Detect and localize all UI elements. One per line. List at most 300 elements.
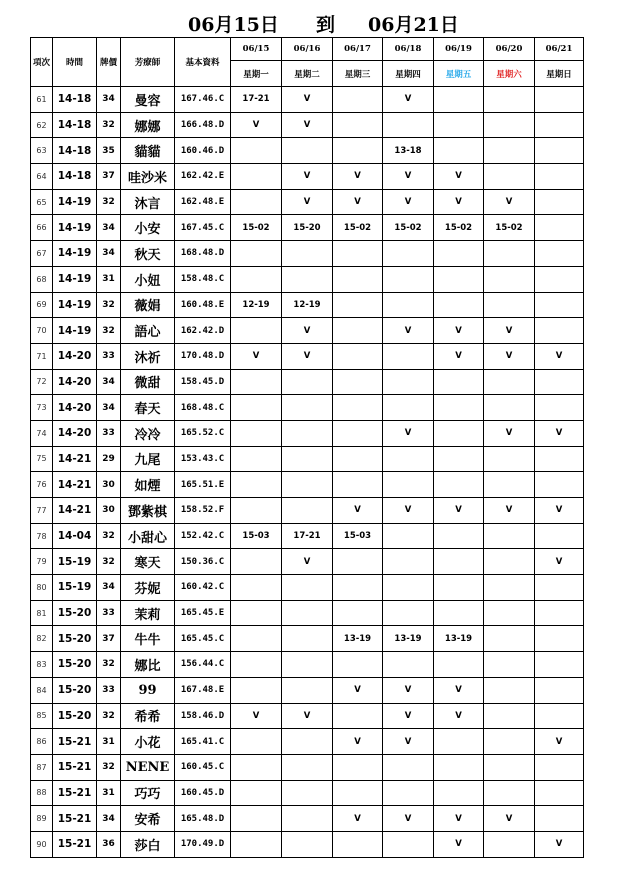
schedule-cell [282, 780, 333, 806]
schedule-cell: V [231, 703, 282, 729]
schedule-cell: V [434, 831, 484, 857]
schedule-cell [231, 677, 282, 703]
row-basic-info: 162.42.E [175, 164, 231, 190]
table-row [31, 292, 584, 318]
schedule-cell [535, 472, 584, 498]
schedule-cell [484, 395, 535, 421]
row-time: 14-20 [53, 420, 97, 446]
schedule-cell [383, 343, 434, 369]
schedule-cell: V [333, 677, 383, 703]
row-time: 14-19 [53, 241, 97, 267]
row-price: 37 [97, 626, 121, 652]
row-time: 15-20 [53, 703, 97, 729]
row-price: 32 [97, 652, 121, 678]
schedule-cell: V [383, 498, 434, 524]
schedule-cell [535, 241, 584, 267]
schedule-cell [484, 241, 535, 267]
row-number: 68 [31, 266, 53, 292]
schedule-cell [535, 806, 584, 832]
schedule-cell [434, 395, 484, 421]
row-therapist-name: 微甜 [121, 369, 175, 395]
row-price: 34 [97, 369, 121, 395]
schedule-cell [282, 498, 333, 524]
schedule-cell [484, 626, 535, 652]
row-time: 15-21 [53, 806, 97, 832]
schedule-cell [383, 472, 434, 498]
row-price: 32 [97, 112, 121, 138]
schedule-cell [434, 780, 484, 806]
schedule-cell [434, 575, 484, 601]
table-row [31, 703, 584, 729]
row-time: 14-20 [53, 343, 97, 369]
schedule-cell: V [383, 703, 434, 729]
row-time: 15-21 [53, 754, 97, 780]
row-time: 15-20 [53, 652, 97, 678]
table-row [31, 626, 584, 652]
table-row [31, 729, 584, 755]
schedule-cell: V [535, 498, 584, 524]
row-therapist-name: 秋天 [121, 241, 175, 267]
header-no: 項次 [31, 38, 53, 87]
schedule-cell [282, 395, 333, 421]
schedule-cell [535, 626, 584, 652]
schedule-cell [535, 112, 584, 138]
row-number: 74 [31, 420, 53, 446]
row-basic-info: 168.48.D [175, 241, 231, 267]
schedule-cell [282, 831, 333, 857]
table-row [31, 652, 584, 678]
schedule-cell: V [383, 677, 434, 703]
header-date: 06/20 [484, 38, 535, 61]
schedule-cell [535, 780, 584, 806]
row-therapist-name: 安希 [121, 806, 175, 832]
row-therapist-name: 娜娜 [121, 112, 175, 138]
header-time: 時間 [53, 38, 97, 87]
row-number: 72 [31, 369, 53, 395]
schedule-cell [383, 780, 434, 806]
schedule-cell [333, 754, 383, 780]
schedule-cell [535, 600, 584, 626]
table-row [31, 575, 584, 601]
table-row [31, 112, 584, 138]
row-basic-info: 170.49.D [175, 831, 231, 857]
row-time: 14-19 [53, 318, 97, 344]
title-to: 到 [316, 14, 336, 36]
schedule-cell [383, 395, 434, 421]
row-therapist-name: 冷冷 [121, 420, 175, 446]
row-therapist-name: 如煙 [121, 472, 175, 498]
row-price: 30 [97, 498, 121, 524]
row-price: 32 [97, 292, 121, 318]
row-basic-info: 166.48.D [175, 112, 231, 138]
schedule-cell [333, 600, 383, 626]
schedule-cell [231, 729, 282, 755]
row-time: 15-21 [53, 780, 97, 806]
row-price: 30 [97, 472, 121, 498]
row-therapist-name: 鄧紫棋 [121, 498, 175, 524]
schedule-cell [535, 446, 584, 472]
row-number: 65 [31, 189, 53, 215]
schedule-cell: 15-02 [333, 215, 383, 241]
row-time: 14-18 [53, 87, 97, 113]
row-number: 84 [31, 677, 53, 703]
schedule-cell [383, 292, 434, 318]
schedule-cell [484, 754, 535, 780]
schedule-cell: V [434, 318, 484, 344]
schedule-cell: V [535, 549, 584, 575]
schedule-cell: V [282, 318, 333, 344]
row-therapist-name: 沐言 [121, 189, 175, 215]
schedule-cell: 13-19 [434, 626, 484, 652]
schedule-cell [282, 369, 333, 395]
row-basic-info: 158.45.D [175, 369, 231, 395]
row-therapist-name: 寒天 [121, 549, 175, 575]
schedule-cell [434, 369, 484, 395]
schedule-cell: V [231, 112, 282, 138]
schedule-cell [333, 549, 383, 575]
schedule-cell [231, 549, 282, 575]
row-price: 32 [97, 754, 121, 780]
schedule-cell [535, 164, 584, 190]
schedule-cell: 12-19 [282, 292, 333, 318]
schedule-cell: V [434, 703, 484, 729]
schedule-cell [231, 164, 282, 190]
header-date: 06/18 [383, 38, 434, 61]
header-name: 芳療師 [121, 38, 175, 87]
schedule-cell [333, 343, 383, 369]
row-number: 86 [31, 729, 53, 755]
row-number: 76 [31, 472, 53, 498]
schedule-cell [383, 754, 434, 780]
schedule-cell [333, 575, 383, 601]
schedule-cell: V [282, 87, 333, 113]
row-therapist-name: 娜比 [121, 652, 175, 678]
row-basic-info: 167.46.C [175, 87, 231, 113]
schedule-cell: 12-19 [231, 292, 282, 318]
row-price: 37 [97, 164, 121, 190]
row-price: 33 [97, 343, 121, 369]
schedule-cell [484, 112, 535, 138]
row-basic-info: 156.44.C [175, 652, 231, 678]
row-therapist-name: 小甜心 [121, 523, 175, 549]
header-date: 06/16 [282, 38, 333, 61]
schedule-cell: 17-21 [231, 87, 282, 113]
row-therapist-name: 曼容 [121, 87, 175, 113]
schedule-cell [484, 266, 535, 292]
schedule-cell [231, 652, 282, 678]
schedule-cell [282, 754, 333, 780]
row-number: 75 [31, 446, 53, 472]
table-row [31, 420, 584, 446]
schedule-cell [383, 266, 434, 292]
table-row [31, 549, 584, 575]
schedule-cell: V [333, 806, 383, 832]
schedule-cell [333, 369, 383, 395]
schedule-cell: V [434, 189, 484, 215]
schedule-cell [484, 292, 535, 318]
row-basic-info: 167.48.E [175, 677, 231, 703]
schedule-cell [434, 87, 484, 113]
row-basic-info: 165.48.D [175, 806, 231, 832]
table-row [31, 87, 584, 113]
schedule-cell: V [333, 729, 383, 755]
row-price: 32 [97, 523, 121, 549]
schedule-cell: V [484, 343, 535, 369]
schedule-cell: V [535, 729, 584, 755]
schedule-cell: V [484, 189, 535, 215]
schedule-cell [231, 472, 282, 498]
schedule-cell [333, 292, 383, 318]
table-row [31, 369, 584, 395]
schedule-cell [535, 703, 584, 729]
schedule-cell [484, 523, 535, 549]
row-number: 81 [31, 600, 53, 626]
row-therapist-name: 貓貓 [121, 138, 175, 164]
schedule-cell [231, 626, 282, 652]
row-basic-info: 170.48.D [175, 343, 231, 369]
header-info: 基本資料 [175, 38, 231, 87]
row-basic-info: 167.45.C [175, 215, 231, 241]
schedule-cell [484, 549, 535, 575]
row-number: 78 [31, 523, 53, 549]
schedule-cell [231, 138, 282, 164]
row-time: 15-19 [53, 549, 97, 575]
row-price: 32 [97, 549, 121, 575]
header-date: 06/17 [333, 38, 383, 61]
header-weekday: 星期一 [231, 61, 282, 87]
schedule-cell [383, 446, 434, 472]
schedule-cell [282, 600, 333, 626]
schedule-cell [535, 523, 584, 549]
schedule-cell: V [434, 677, 484, 703]
schedule-cell [333, 395, 383, 421]
row-basic-info: 152.42.C [175, 523, 231, 549]
schedule-cell [333, 420, 383, 446]
schedule-cell: V [434, 164, 484, 190]
schedule-cell: V [535, 343, 584, 369]
row-number: 64 [31, 164, 53, 190]
schedule-cell [434, 292, 484, 318]
row-price: 31 [97, 729, 121, 755]
header-weekday: 星期三 [333, 61, 383, 87]
schedule-cell [282, 626, 333, 652]
row-therapist-name: 小花 [121, 729, 175, 755]
table-row [31, 395, 584, 421]
schedule-cell: 17-21 [282, 523, 333, 549]
row-therapist-name: 99 [121, 677, 175, 703]
row-time: 15-20 [53, 677, 97, 703]
table-row [31, 446, 584, 472]
schedule-cell [333, 703, 383, 729]
schedule-cell [231, 266, 282, 292]
row-basic-info: 162.42.D [175, 318, 231, 344]
schedule-cell: V [282, 549, 333, 575]
schedule-cell [333, 831, 383, 857]
schedule-cell [484, 446, 535, 472]
schedule-cell: V [484, 318, 535, 344]
schedule-cell [383, 523, 434, 549]
schedule-cell [282, 472, 333, 498]
row-therapist-name: 九尾 [121, 446, 175, 472]
schedule-cell [333, 87, 383, 113]
schedule-cell: V [535, 831, 584, 857]
schedule-cell [434, 754, 484, 780]
row-time: 14-19 [53, 189, 97, 215]
schedule-cell [484, 600, 535, 626]
schedule-cell: V [333, 498, 383, 524]
schedule-cell [535, 189, 584, 215]
schedule-cell [333, 318, 383, 344]
schedule-cell [282, 729, 333, 755]
schedule-cell [535, 318, 584, 344]
schedule-cell [484, 780, 535, 806]
row-therapist-name: 小妞 [121, 266, 175, 292]
schedule-cell [282, 806, 333, 832]
row-basic-info: 162.48.E [175, 189, 231, 215]
schedule-cell [434, 420, 484, 446]
row-time: 15-20 [53, 600, 97, 626]
schedule-cell: V [231, 343, 282, 369]
schedule-cell: V [434, 498, 484, 524]
row-price: 34 [97, 215, 121, 241]
row-basic-info: 160.45.C [175, 754, 231, 780]
schedule-cell [383, 241, 434, 267]
schedule-cell [535, 652, 584, 678]
schedule-cell [535, 266, 584, 292]
schedule-cell: 15-02 [484, 215, 535, 241]
row-basic-info: 165.45.C [175, 626, 231, 652]
row-number: 88 [31, 780, 53, 806]
schedule-cell: V [282, 189, 333, 215]
row-price: 31 [97, 266, 121, 292]
row-basic-info: 165.41.C [175, 729, 231, 755]
row-number: 85 [31, 703, 53, 729]
table-row [31, 164, 584, 190]
schedule-cell: V [383, 318, 434, 344]
title-start-date: 06月15日 [188, 14, 279, 36]
title-end-date: 06月21日 [368, 14, 459, 36]
row-time: 14-18 [53, 138, 97, 164]
schedule-cell: 13-18 [383, 138, 434, 164]
table-row [31, 523, 584, 549]
row-time: 15-21 [53, 729, 97, 755]
schedule-cell [333, 472, 383, 498]
row-number: 82 [31, 626, 53, 652]
schedule-cell [231, 446, 282, 472]
row-basic-info: 165.51.E [175, 472, 231, 498]
schedule-cell [231, 754, 282, 780]
table-row [31, 318, 584, 344]
schedule-cell [434, 652, 484, 678]
row-basic-info: 160.42.C [175, 575, 231, 601]
row-basic-info: 158.46.D [175, 703, 231, 729]
schedule-cell [383, 652, 434, 678]
schedule-cell [282, 652, 333, 678]
table-row [31, 138, 584, 164]
schedule-cell [282, 266, 333, 292]
schedule-cell [231, 318, 282, 344]
schedule-cell [535, 87, 584, 113]
schedule-cell [282, 446, 333, 472]
schedule-cell [484, 369, 535, 395]
row-therapist-name: 巧巧 [121, 780, 175, 806]
schedule-cell: V [282, 703, 333, 729]
schedule-cell: V [484, 806, 535, 832]
schedule-cell [383, 831, 434, 857]
header-tag: 牌價 [97, 38, 121, 87]
schedule-cell [231, 241, 282, 267]
row-basic-info: 158.52.F [175, 498, 231, 524]
header-date: 06/15 [231, 38, 282, 61]
schedule-cell [484, 138, 535, 164]
row-number: 61 [31, 87, 53, 113]
schedule-cell: V [434, 806, 484, 832]
row-therapist-name: 茉莉 [121, 600, 175, 626]
schedule-cell [434, 241, 484, 267]
table-row [31, 472, 584, 498]
row-price: 34 [97, 87, 121, 113]
schedule-cell [282, 420, 333, 446]
row-basic-info: 158.48.C [175, 266, 231, 292]
row-therapist-name: 沐祈 [121, 343, 175, 369]
schedule-cell [535, 215, 584, 241]
schedule-cell: V [434, 343, 484, 369]
schedule-cell: V [383, 189, 434, 215]
schedule-cell [535, 575, 584, 601]
schedule-cell [383, 549, 434, 575]
row-number: 63 [31, 138, 53, 164]
schedule-cell [333, 652, 383, 678]
row-price: 33 [97, 677, 121, 703]
schedule-cell [333, 112, 383, 138]
row-time: 14-04 [53, 523, 97, 549]
schedule-cell [484, 472, 535, 498]
schedule-cell [231, 600, 282, 626]
schedule-cell [383, 112, 434, 138]
schedule-cell: 15-20 [282, 215, 333, 241]
row-price: 32 [97, 703, 121, 729]
table-row [31, 343, 584, 369]
row-price: 32 [97, 318, 121, 344]
schedule-cell: 15-02 [434, 215, 484, 241]
row-number: 67 [31, 241, 53, 267]
row-price: 32 [97, 189, 121, 215]
header-weekday: 星期四 [383, 61, 434, 87]
schedule-cell [434, 112, 484, 138]
schedule-cell [282, 575, 333, 601]
row-therapist-name: 希希 [121, 703, 175, 729]
table-row [31, 215, 584, 241]
row-basic-info: 150.36.C [175, 549, 231, 575]
schedule-cell: V [333, 189, 383, 215]
header-date: 06/21 [535, 38, 584, 61]
schedule-cell [484, 677, 535, 703]
row-time: 14-19 [53, 292, 97, 318]
schedule-cell: V [282, 343, 333, 369]
schedule-cell: V [535, 420, 584, 446]
schedule-cell: V [383, 164, 434, 190]
row-therapist-name: 莎白 [121, 831, 175, 857]
schedule-cell: V [282, 164, 333, 190]
schedule-cell [282, 677, 333, 703]
schedule-cell: 13-19 [383, 626, 434, 652]
row-price: 34 [97, 395, 121, 421]
schedule-cell [484, 652, 535, 678]
schedule-cell: V [333, 164, 383, 190]
row-time: 14-20 [53, 369, 97, 395]
table-row [31, 806, 584, 832]
row-time: 14-21 [53, 472, 97, 498]
